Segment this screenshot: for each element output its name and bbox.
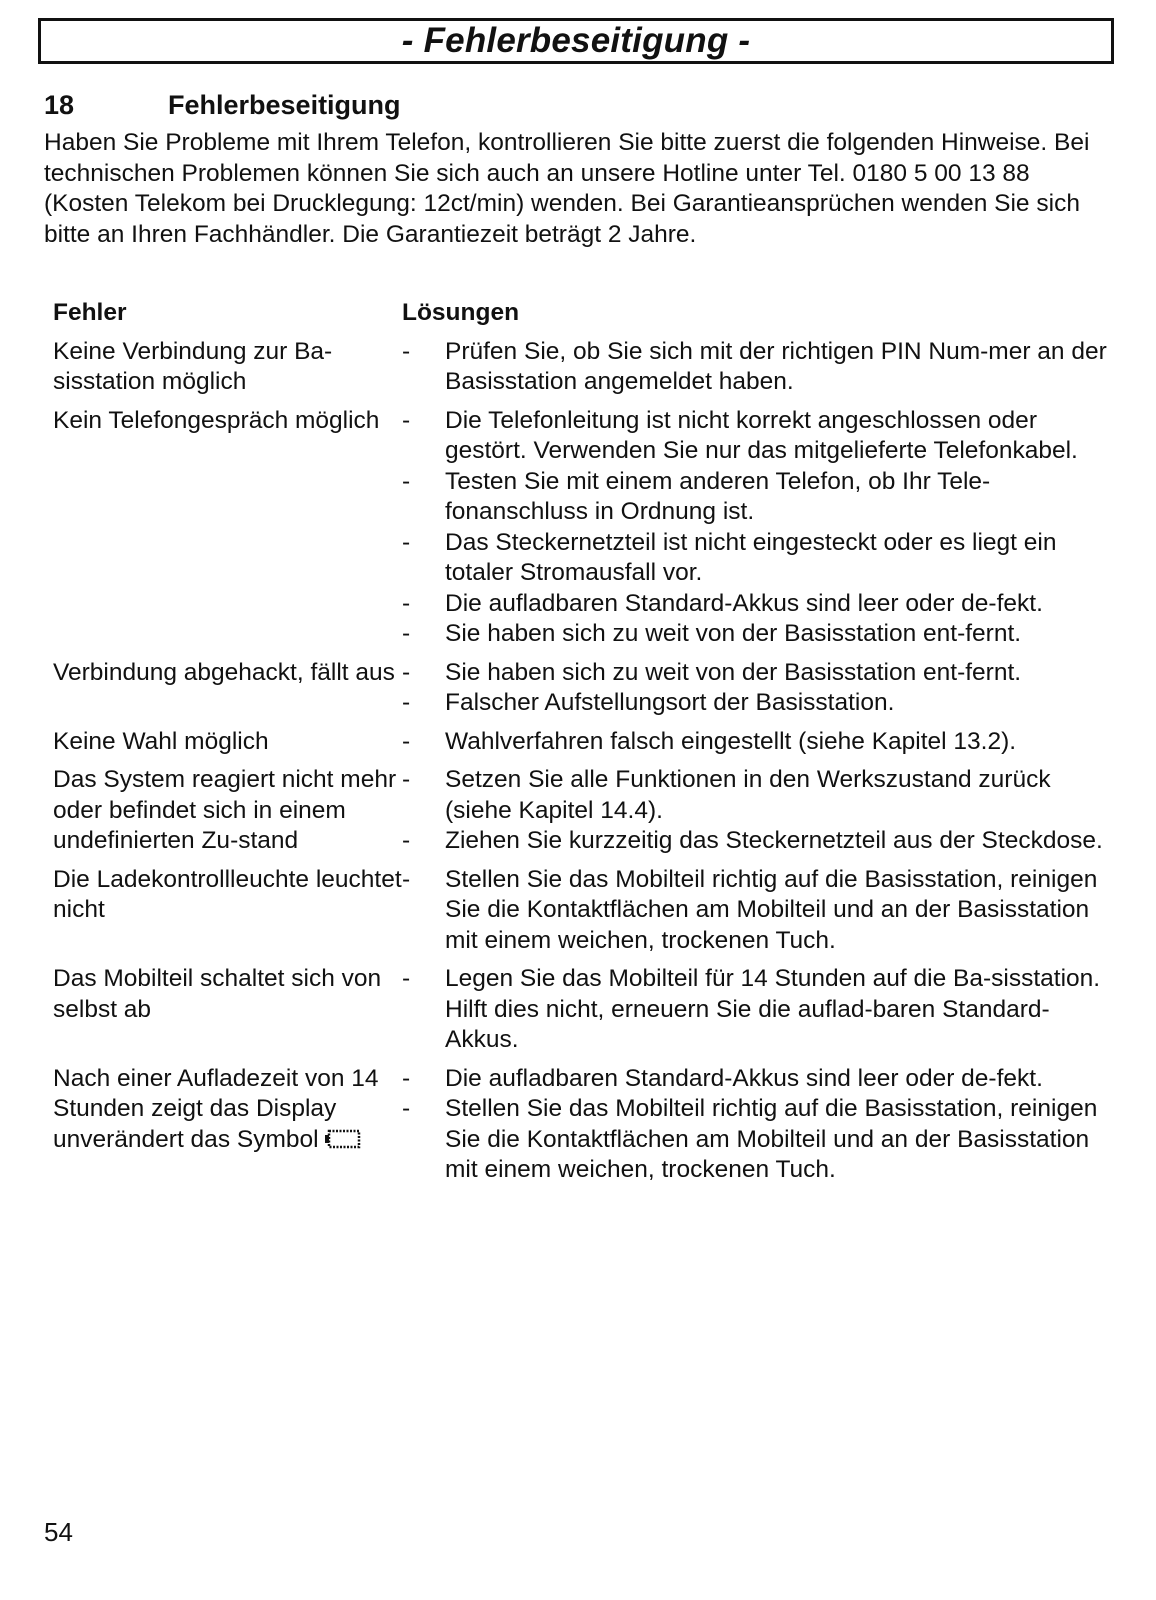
- troubleshooting-table: [53, 298, 1123, 1194]
- bullet-dash: -: [402, 865, 411, 893]
- bullet-dash: -: [402, 467, 411, 495]
- bullet-dash: -: [402, 589, 411, 617]
- bullet-dash: -: [402, 620, 411, 647]
- bullet-dash: -: [402, 689, 411, 716]
- column-header-fault: Fehler: [53, 299, 127, 326]
- table-body: [53, 337, 1123, 1186]
- solution-text: Das Steckernetzteil ist nicht eingesteckt oder es liegt ein totaler Stromausfall vor.: [445, 528, 1057, 586]
- page-header: [38, 18, 1114, 64]
- solution-item: [402, 964, 1123, 1056]
- fault-cell: [53, 1064, 402, 1186]
- table-row: [53, 765, 1123, 857]
- solution-text: Testen Sie mit einem anderen Telefon, ob Ihr Tele-fonanschluss in Ordnung ist.: [445, 467, 991, 525]
- header-title: - Fehlerbeseitigung -: [401, 21, 751, 60]
- fault-cell: [53, 727, 402, 758]
- solution-cell: [402, 337, 1123, 398]
- solution-text: Ziehen Sie kurzzeitig das Steckernetzteil aus der Steckdose.: [445, 827, 1103, 854]
- bullet-dash: -: [402, 727, 411, 755]
- fault-cell: [53, 865, 402, 957]
- solution-item: [402, 589, 1123, 620]
- solution-item: [402, 1094, 1123, 1186]
- solution-item: [402, 826, 1123, 857]
- fault-text: Kein Telefongespräch möglich: [53, 406, 380, 434]
- table-header: [53, 298, 1123, 329]
- solution-cell: [402, 406, 1123, 650]
- solution-cell: [402, 964, 1123, 1056]
- bullet-dash: -: [402, 827, 411, 854]
- fault-text: Keine Wahl möglich: [53, 727, 269, 755]
- solution-text: Setzen Sie alle Funktionen in den Werkszustand zurück (siehe Kapitel 14.4).: [445, 766, 1051, 824]
- section-number: 18: [44, 90, 75, 120]
- solution-cell: [402, 727, 1123, 758]
- solution-text: Die aufladbaren Standard-Akkus sind leer oder de-fekt.: [445, 589, 1043, 617]
- table-row: [53, 727, 1123, 758]
- solution-item: [402, 337, 1123, 398]
- table-row: [53, 406, 1123, 650]
- table-row: [53, 337, 1123, 398]
- intro-paragraph: Haben Sie Probleme mit Ihrem Telefon, kontrollieren Sie bitte zuerst die folgenden Hinweise. Bei technischen Problemen können Sie sich auch an unsere Hotline unter Tel. 0180 5 00 13 88 (Kosten Telekom bei Drucklegung: 12ct/min) wenden. Bei Garantieansprüchen wenden Sie sich bitte an Ihren Fachhändler. Die Garantiezeit beträgt 2 Jahre.: [44, 129, 1090, 248]
- table-row: [53, 658, 1123, 719]
- solution-text: Legen Sie das Mobilteil für 14 Stunden auf die Ba-sisstation. Hilft dies nicht, erneuern Sie die auflad-baren Standard-Akkus.: [445, 965, 1101, 1053]
- section-heading: [44, 90, 401, 121]
- solution-item: [402, 688, 1123, 719]
- solution-cell: [402, 658, 1123, 719]
- solution-text: Sie haben sich zu weit von der Basisstation ent-fernt.: [445, 658, 1022, 686]
- column-header-solution: Lösungen: [402, 299, 520, 326]
- fault-text: Nach einer Aufladezeit von 14 Stunden zeigt das Display unverändert das Symbol: [53, 1064, 379, 1153]
- solution-item: [402, 467, 1123, 528]
- table-row: [53, 964, 1123, 1056]
- solution-item: [402, 528, 1123, 589]
- fault-text: Verbindung abgehackt, fällt aus: [53, 658, 395, 686]
- solution-item: [402, 406, 1123, 467]
- bullet-dash: -: [402, 1064, 411, 1092]
- solution-item: [402, 765, 1123, 826]
- solution-text: Stellen Sie das Mobilteil richtig auf die Basisstation, reinigen Sie die Kontaktflächen am Mobilteil und an der Basisstation mit einem weichen, trockenen Tuch.: [445, 1095, 1098, 1183]
- bullet-dash: -: [402, 965, 411, 992]
- solution-text: Prüfen Sie, ob Sie sich mit der richtigen PIN Num-mer an der Basisstation angemeldet haben.: [445, 337, 1107, 395]
- solution-item: [402, 658, 1123, 689]
- solution-text: Die aufladbaren Standard-Akkus sind leer oder de-fekt.: [445, 1064, 1043, 1092]
- fault-text: Die Ladekontrollleuchte leuchtet nicht: [53, 865, 402, 923]
- solution-text: Wahlverfahren falsch eingestellt (siehe Kapitel 13.2).: [445, 727, 1017, 755]
- table-row: [53, 865, 1123, 957]
- fault-cell: [53, 658, 402, 719]
- section-title: Fehlerbeseitigung: [168, 90, 401, 120]
- solution-item: [402, 1064, 1123, 1095]
- bullet-dash: -: [402, 1095, 411, 1122]
- bullet-dash: -: [402, 766, 411, 793]
- table-row: [53, 1064, 1123, 1186]
- bullet-dash: -: [402, 528, 411, 556]
- solution-text: Falscher Aufstellungsort der Basisstation.: [445, 689, 895, 716]
- solution-item: [402, 865, 1123, 957]
- fault-cell: [53, 964, 402, 1056]
- fault-cell: [53, 337, 402, 398]
- fault-text: Das Mobilteil schaltet sich von selbst ab: [53, 965, 382, 1023]
- solution-item: [402, 727, 1123, 758]
- solution-item: [402, 619, 1123, 650]
- solution-text: Sie haben sich zu weit von der Basisstation ent-fernt.: [445, 620, 1022, 647]
- page-number: 54: [44, 1517, 73, 1547]
- fault-cell: [53, 765, 402, 857]
- fault-cell: [53, 406, 402, 650]
- fault-text: Das System reagiert nicht mehr oder befindet sich in einem undefinierten Zu-stand: [53, 766, 397, 854]
- empty-battery-icon: [325, 1129, 361, 1149]
- bullet-dash: -: [402, 337, 411, 365]
- solution-cell: [402, 865, 1123, 957]
- fault-text: Keine Verbindung zur Ba-sisstation möglich: [53, 337, 333, 395]
- bullet-dash: -: [402, 658, 411, 686]
- solution-cell: [402, 765, 1123, 857]
- solution-cell: [402, 1064, 1123, 1186]
- bullet-dash: -: [402, 406, 411, 434]
- solution-text: Die Telefonleitung ist nicht korrekt angeschlossen oder gestört. Verwenden Sie nur das mitgelieferte Telefonkabel.: [445, 406, 1078, 464]
- solution-text: Stellen Sie das Mobilteil richtig auf die Basisstation, reinigen Sie die Kontaktflächen am Mobilteil und an der Basisstation mit einem weichen, trockenen Tuch.: [445, 865, 1098, 954]
